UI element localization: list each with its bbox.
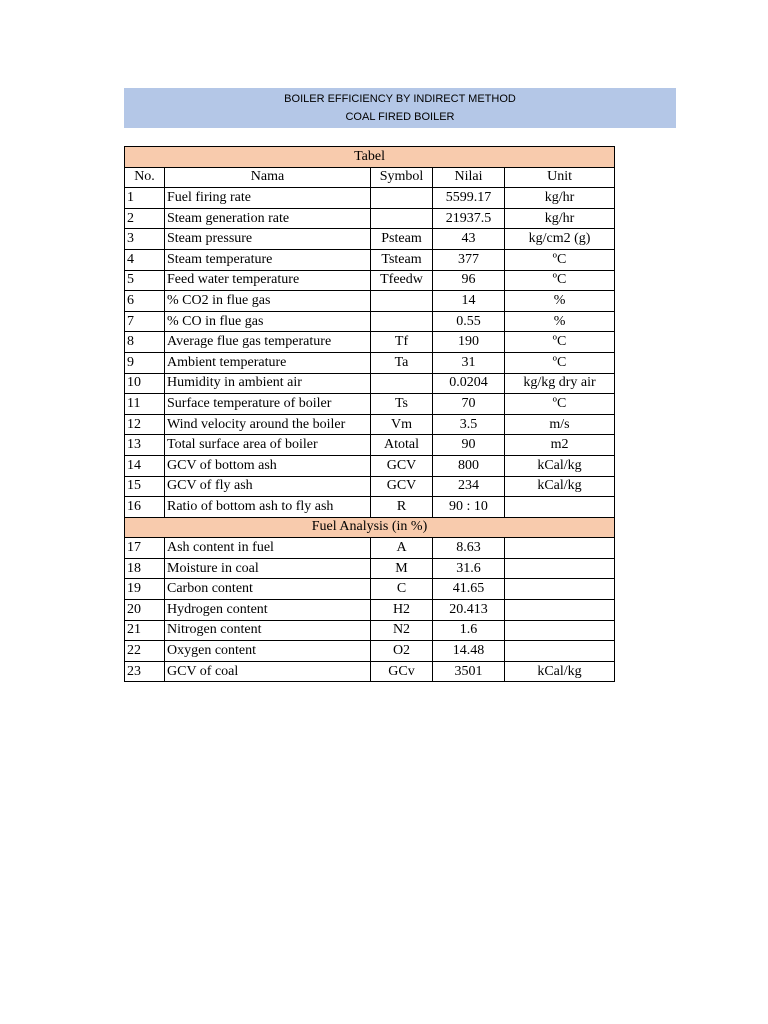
- row-number: 19: [125, 579, 165, 600]
- row-number: 22: [125, 641, 165, 662]
- row-value: 90 : 10: [433, 497, 505, 518]
- section-header-row: [125, 147, 615, 168]
- row-unit: ºC: [505, 394, 615, 415]
- table-row: [125, 435, 615, 456]
- row-unit: [505, 620, 615, 641]
- row-number: 15: [125, 476, 165, 497]
- row-symbol: [371, 291, 433, 312]
- row-unit: %: [505, 311, 615, 332]
- row-name: Humidity in ambient air: [165, 373, 371, 394]
- table-row: [125, 373, 615, 394]
- row-unit: kg/cm2 (g): [505, 229, 615, 250]
- row-name: Surface temperature of boiler: [165, 394, 371, 415]
- row-symbol: Vm: [371, 414, 433, 435]
- row-symbol: Tf: [371, 332, 433, 353]
- table-row: [125, 558, 615, 579]
- row-value: 43: [433, 229, 505, 250]
- row-name: GCV of coal: [165, 661, 371, 682]
- row-value: 1.6: [433, 620, 505, 641]
- row-value: 5599.17: [433, 188, 505, 209]
- row-value: 14: [433, 291, 505, 312]
- table-row: [125, 497, 615, 518]
- row-value: 8.63: [433, 538, 505, 559]
- row-number: 3: [125, 229, 165, 250]
- row-name: % CO2 in flue gas: [165, 291, 371, 312]
- row-value: 800: [433, 455, 505, 476]
- column-header-name: Nama: [165, 167, 371, 188]
- column-header-symbol: Symbol: [371, 167, 433, 188]
- column-header-unit: Unit: [505, 167, 615, 188]
- row-name: Moisture in coal: [165, 558, 371, 579]
- row-name: Average flue gas temperature: [165, 332, 371, 353]
- table-row: [125, 579, 615, 600]
- row-number: 11: [125, 394, 165, 415]
- row-number: 23: [125, 661, 165, 682]
- row-value: 21937.5: [433, 208, 505, 229]
- document-header: [124, 88, 676, 128]
- row-unit: kg/hr: [505, 208, 615, 229]
- table-row: [125, 352, 615, 373]
- row-symbol: Psteam: [371, 229, 433, 250]
- row-name: Ambient temperature: [165, 352, 371, 373]
- row-name: GCV of bottom ash: [165, 455, 371, 476]
- row-symbol: [371, 311, 433, 332]
- row-number: 7: [125, 311, 165, 332]
- row-symbol: [371, 373, 433, 394]
- row-symbol: GCV: [371, 455, 433, 476]
- row-number: 18: [125, 558, 165, 579]
- row-name: Steam temperature: [165, 249, 371, 270]
- row-value: 70: [433, 394, 505, 415]
- row-number: 2: [125, 208, 165, 229]
- row-unit: [505, 538, 615, 559]
- table-row: [125, 229, 615, 250]
- row-name: Carbon content: [165, 579, 371, 600]
- row-unit: [505, 497, 615, 518]
- row-number: 12: [125, 414, 165, 435]
- row-value: 20.413: [433, 600, 505, 621]
- table-row: [125, 394, 615, 415]
- row-name: Oxygen content: [165, 641, 371, 662]
- row-symbol: O2: [371, 641, 433, 662]
- section-title: Tabel: [125, 147, 615, 168]
- column-header-row: [125, 167, 615, 188]
- row-value: 0.0204: [433, 373, 505, 394]
- row-number: 20: [125, 600, 165, 621]
- table-row: [125, 641, 615, 662]
- row-number: 1: [125, 188, 165, 209]
- document-subtitle: COAL FIRED BOILER: [345, 111, 455, 123]
- row-value: 3501: [433, 661, 505, 682]
- row-symbol: Ts: [371, 394, 433, 415]
- row-number: 17: [125, 538, 165, 559]
- row-symbol: GCv: [371, 661, 433, 682]
- row-unit: %: [505, 291, 615, 312]
- table-row: [125, 661, 615, 682]
- row-unit: kg/hr: [505, 188, 615, 209]
- row-unit: m/s: [505, 414, 615, 435]
- table-row: [125, 414, 615, 435]
- table-row: [125, 476, 615, 497]
- row-value: 41.65: [433, 579, 505, 600]
- row-unit: kCal/kg: [505, 476, 615, 497]
- row-name: Ratio of bottom ash to fly ash: [165, 497, 371, 518]
- row-number: 6: [125, 291, 165, 312]
- row-symbol: Tfeedw: [371, 270, 433, 291]
- column-header-value: Nilai: [433, 167, 505, 188]
- row-symbol: [371, 208, 433, 229]
- row-unit: [505, 579, 615, 600]
- column-header-no: No.: [125, 167, 165, 188]
- table-row: [125, 208, 615, 229]
- row-symbol: C: [371, 579, 433, 600]
- row-symbol: M: [371, 558, 433, 579]
- row-symbol: N2: [371, 620, 433, 641]
- table-row: [125, 538, 615, 559]
- row-symbol: R: [371, 497, 433, 518]
- row-symbol: Tsteam: [371, 249, 433, 270]
- row-number: 14: [125, 455, 165, 476]
- row-value: 31: [433, 352, 505, 373]
- row-value: 90: [433, 435, 505, 456]
- row-number: 10: [125, 373, 165, 394]
- row-unit: ºC: [505, 332, 615, 353]
- row-value: 190: [433, 332, 505, 353]
- row-name: Hydrogen content: [165, 600, 371, 621]
- row-value: 3.5: [433, 414, 505, 435]
- table-row: [125, 455, 615, 476]
- row-number: 13: [125, 435, 165, 456]
- section-header-row: [125, 517, 615, 538]
- row-name: Nitrogen content: [165, 620, 371, 641]
- row-value: 31.6: [433, 558, 505, 579]
- table-row: [125, 332, 615, 353]
- table-row: [125, 188, 615, 209]
- row-name: % CO in flue gas: [165, 311, 371, 332]
- row-number: 5: [125, 270, 165, 291]
- row-symbol: Ta: [371, 352, 433, 373]
- row-symbol: GCV: [371, 476, 433, 497]
- row-symbol: A: [371, 538, 433, 559]
- row-unit: ºC: [505, 270, 615, 291]
- row-unit: kCal/kg: [505, 455, 615, 476]
- row-number: 16: [125, 497, 165, 518]
- row-unit: [505, 600, 615, 621]
- row-value: 377: [433, 249, 505, 270]
- row-name: Fuel firing rate: [165, 188, 371, 209]
- row-unit: ºC: [505, 352, 615, 373]
- section-title: Fuel Analysis (in %): [125, 517, 615, 538]
- table-row: [125, 600, 615, 621]
- row-symbol: [371, 188, 433, 209]
- row-name: Steam generation rate: [165, 208, 371, 229]
- table-row: [125, 620, 615, 641]
- row-symbol: Atotal: [371, 435, 433, 456]
- row-name: Ash content in fuel: [165, 538, 371, 559]
- row-unit: m2: [505, 435, 615, 456]
- table-row: [125, 311, 615, 332]
- row-name: Wind velocity around the boiler: [165, 414, 371, 435]
- row-name: Total surface area of boiler: [165, 435, 371, 456]
- parameters-table: [124, 146, 615, 682]
- row-number: 21: [125, 620, 165, 641]
- row-unit: kg/kg dry air: [505, 373, 615, 394]
- row-value: 0.55: [433, 311, 505, 332]
- document-title: BOILER EFFICIENCY BY INDIRECT METHOD: [284, 93, 516, 105]
- row-number: 4: [125, 249, 165, 270]
- table-row: [125, 249, 615, 270]
- row-name: GCV of fly ash: [165, 476, 371, 497]
- row-symbol: H2: [371, 600, 433, 621]
- row-number: 9: [125, 352, 165, 373]
- row-value: 14.48: [433, 641, 505, 662]
- row-value: 96: [433, 270, 505, 291]
- row-name: Feed water temperature: [165, 270, 371, 291]
- table-row: [125, 291, 615, 312]
- row-value: 234: [433, 476, 505, 497]
- row-unit: [505, 558, 615, 579]
- row-unit: ºC: [505, 249, 615, 270]
- row-unit: [505, 641, 615, 662]
- table-row: [125, 270, 615, 291]
- row-name: Steam pressure: [165, 229, 371, 250]
- row-unit: kCal/kg: [505, 661, 615, 682]
- row-number: 8: [125, 332, 165, 353]
